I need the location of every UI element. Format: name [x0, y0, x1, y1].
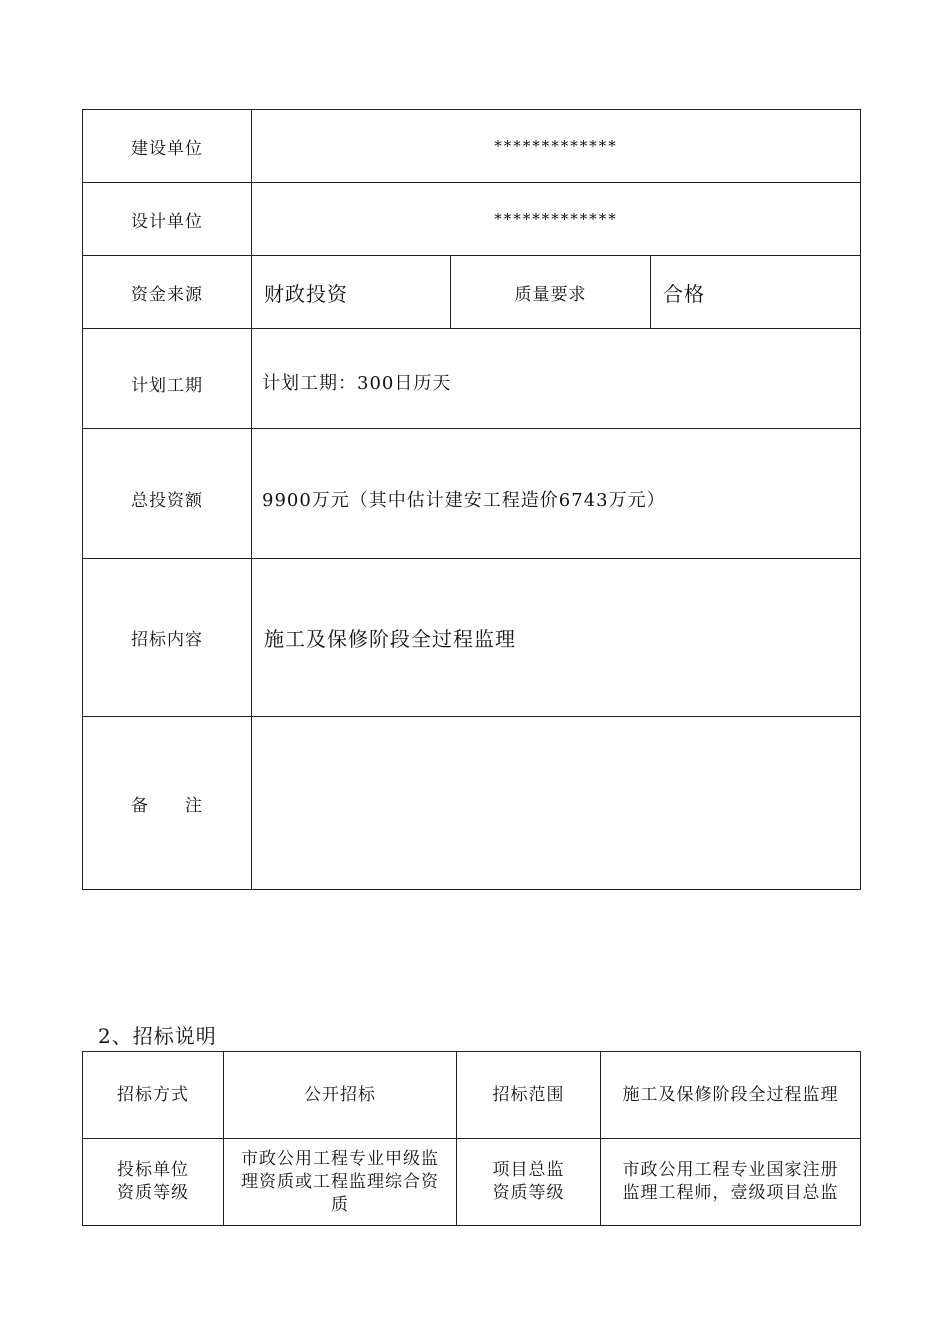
r2-c2-line2: 理资质或工程监理综合资	[241, 1171, 439, 1192]
r2-c3-line1: 项目总监	[492, 1160, 565, 1180]
r2-c4-line2: 监理工程师，壹级项目总监	[622, 1183, 839, 1203]
label-zhiliang: 质量要求	[451, 256, 651, 329]
label-beizhu: 备 注	[83, 717, 252, 890]
section-title: 2、招标说明	[98, 1024, 217, 1048]
r2-c1-line2: 资质等级	[117, 1183, 189, 1203]
bidding-table	[82, 1051, 861, 1226]
r2-c4	[601, 1139, 861, 1226]
label-touzi: 总投资额	[83, 429, 252, 559]
r2-c2	[224, 1139, 457, 1226]
r1-c4: 施工及保修阶段全过程监理	[601, 1052, 861, 1139]
value-beizhu	[252, 717, 861, 890]
value-neirong: 施工及保修阶段全过程监理	[252, 559, 861, 717]
value-zhiliang: 合格	[651, 256, 861, 329]
r2-c2-line1: 市政公用工程专业甲级监	[241, 1148, 439, 1169]
label-jianshe: 建设单位	[83, 110, 252, 183]
r1-c1: 招标方式	[83, 1052, 224, 1139]
r2-c2-line3: 质	[331, 1194, 349, 1215]
r1-c2: 公开招标	[224, 1052, 457, 1139]
label-zijin: 资金来源	[83, 256, 252, 329]
value-gongqi: 计划工期：300日历天	[252, 329, 861, 429]
value-sheji: *************	[252, 183, 861, 256]
label-gongqi: 计划工期	[83, 329, 252, 429]
value-jianshe: *************	[252, 110, 861, 183]
label-neirong: 招标内容	[83, 559, 252, 717]
value-touzi: 9900万元（其中估计建安工程造价6743万元）	[252, 429, 861, 559]
r2-c3-line2: 资质等级	[492, 1183, 565, 1203]
r1-c3: 招标范围	[457, 1052, 601, 1139]
r2-c1	[83, 1139, 224, 1226]
r2-c1-line1: 投标单位	[117, 1160, 189, 1180]
r2-c3	[457, 1139, 601, 1226]
r2-c4-line1: 市政公用工程专业国家注册	[622, 1160, 839, 1180]
value-zijin: 财政投资	[252, 256, 451, 329]
project-info-table	[82, 109, 861, 890]
label-sheji: 设计单位	[83, 183, 252, 256]
